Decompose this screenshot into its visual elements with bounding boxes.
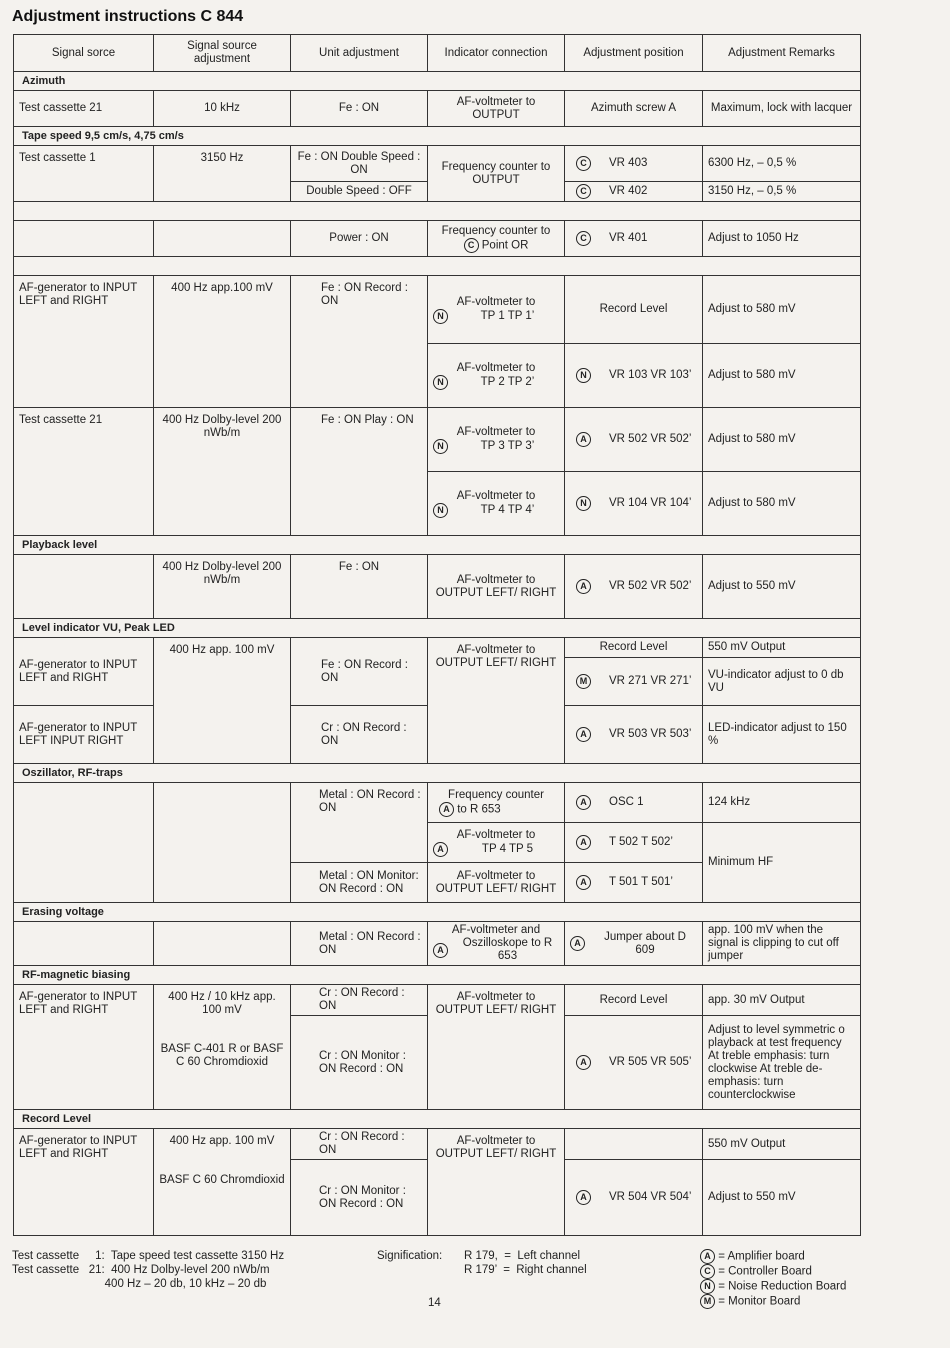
cell-position: [565, 783, 703, 823]
position-label: VR 271 VR 271’: [609, 675, 692, 687]
test-points: TP 4 TP 4’: [480, 503, 535, 516]
header-adjustment-position: Adjustment position: [565, 35, 703, 72]
spacer: [14, 202, 861, 221]
cell-remarks: Minimum HF: [703, 823, 861, 903]
cell-indicator: AF-voltmeter to OUTPUT: [428, 91, 565, 127]
amplifier-board-icon: A: [576, 1055, 591, 1070]
cell-source: [14, 221, 154, 257]
cell-indicator: AF-voltmeter to OUTPUT LEFT/ RIGHT: [428, 863, 565, 903]
test-points: TP 2 TP 2’: [480, 375, 535, 388]
position-label: T 502 T 502’: [609, 836, 673, 848]
cell-remarks: Maximum, lock with lacquer: [703, 91, 861, 127]
cell-indicator: [428, 823, 565, 863]
indicator-line: AF-voltmeter and: [451, 924, 541, 936]
cell-source-adjust: [154, 783, 291, 903]
noise-reduction-board-icon: N: [433, 503, 448, 518]
noise-reduction-board-icon: N: [576, 496, 591, 511]
cell-remarks: 6300 Hz, – 0,5 %: [703, 146, 861, 182]
cell-position: [565, 472, 703, 536]
amplifier-board-icon: A: [576, 432, 591, 447]
section-title: RF-magnetic biasing: [14, 966, 861, 985]
footer-line: 400 Hz – 20 db, 10 kHz – 20 db: [12, 1278, 267, 1290]
indicator-line: AF-voltmeter to: [456, 361, 536, 374]
legend-item: [700, 1249, 846, 1264]
cell-unit: Fe : ON Record : ON: [291, 638, 428, 706]
cell-unit: Cr : ON Record : ON: [291, 706, 428, 764]
footer-signification-label: Signification:: [377, 1250, 443, 1262]
amplifier-board-icon: A: [433, 943, 448, 958]
cell-source: AF-generator to INPUT LEFT and RIGHT: [14, 1129, 154, 1236]
legend-label: = Controller Board: [718, 1265, 812, 1278]
header-adjustment-remarks: Adjustment Remarks: [703, 35, 861, 72]
legend-item: [700, 1279, 846, 1294]
section-title: Erasing voltage: [14, 903, 861, 922]
cell-position: [565, 1129, 703, 1160]
table-row: [14, 638, 861, 658]
section-title: Tape speed 9,5 cm/s, 4,75 cm/s: [14, 127, 861, 146]
indicator-point: Oszilloskope to R 653: [462, 937, 553, 962]
table-row: [14, 985, 861, 1016]
cell-unit: Cr : ON Monitor : ON Record : ON: [291, 1016, 428, 1110]
section-title: Azimuth: [14, 72, 861, 91]
noise-reduction-board-icon: N: [576, 368, 591, 383]
indicator-line: AF-voltmeter to: [456, 295, 536, 308]
test-points: TP 3 TP 3’: [480, 439, 535, 452]
cell-remarks: LED-indicator adjust to 150 %: [703, 706, 861, 764]
legend-label: = Noise Reduction Board: [718, 1280, 847, 1293]
cell-remarks: Adjust to 550 mV: [703, 555, 861, 619]
header-unit-adjustment: Unit adjustment: [291, 35, 428, 72]
indicator-line: AF-voltmeter to: [456, 489, 536, 502]
cell-unit: Power : ON: [291, 221, 428, 257]
cell-position: [565, 922, 703, 966]
amplifier-board-icon: A: [576, 1190, 591, 1205]
controller-board-icon: C: [576, 231, 591, 246]
section-tape-speed: [14, 127, 861, 146]
adjustment-table: [13, 34, 861, 1236]
cell-position: Record Level: [565, 985, 703, 1016]
cell-position: Azimuth screw A: [565, 91, 703, 127]
table-row: [14, 1129, 861, 1160]
footer-line: Test cassette 21: 400 Hz Dolby-level 200 nWb/m: [12, 1264, 270, 1276]
cell-unit: Fe : ON Double Speed : ON: [291, 146, 428, 182]
cell-remarks: app. 30 mV Output: [703, 985, 861, 1016]
cell-source-adjust: [154, 1129, 291, 1236]
position-label: VR 502 VR 502’: [609, 433, 692, 445]
indicator-line: AF-voltmeter to: [456, 425, 536, 438]
position-label: VR 504 VR 504’: [609, 1191, 692, 1203]
header-indicator-connection: Indicator connection: [428, 35, 565, 72]
position-label: VR 104 VR 104’: [609, 497, 692, 509]
table-row: [14, 555, 861, 619]
amplifier-board-icon: A: [700, 1249, 715, 1264]
cell-source-adjust: [154, 221, 291, 257]
legend-item: [700, 1294, 846, 1309]
source-adjust-line: 400 Hz / 10 kHz app. 100 mV: [168, 991, 276, 1016]
tape-type: BASF C-401 R or BASF C 60 Chromdioxid: [160, 1043, 284, 1068]
cell-remarks: VU-indicator adjust to 0 db VU: [703, 658, 861, 706]
cell-indicator: [428, 408, 565, 472]
section-azimuth: [14, 72, 861, 91]
test-points: TP 4 TP 5: [481, 842, 534, 855]
controller-board-icon: C: [576, 156, 591, 171]
test-points: TP 1 TP 1’: [480, 309, 535, 322]
footer-signification: [464, 1249, 587, 1277]
indicator-line: Frequency counter: [448, 788, 544, 801]
cell-source-adjust: 400 Hz app.100 mV: [154, 276, 291, 408]
footer: [12, 1249, 942, 1319]
cell-unit: Double Speed : OFF: [291, 182, 428, 202]
section-playback-level: [14, 536, 861, 555]
cell-source-adjust: 400 Hz Dolby-level 200 nWb/m: [154, 555, 291, 619]
cell-position: [565, 1160, 703, 1236]
section-rf-biasing: [14, 966, 861, 985]
cell-position: [565, 863, 703, 903]
cell-source: AF-generator to INPUT LEFT and RIGHT: [14, 276, 154, 408]
cell-source: [14, 783, 154, 903]
position-label: VR 401: [609, 232, 648, 244]
footer-line: R 179’ = Right channel: [464, 1264, 587, 1276]
cell-source: AF-generator to INPUT LEFT INPUT RIGHT: [14, 706, 154, 764]
cell-source-adjust: 3150 Hz: [154, 146, 291, 202]
cell-unit: Metal : ON Monitor: ON Record : ON: [291, 863, 428, 903]
amplifier-board-icon: A: [576, 795, 591, 810]
cell-remarks: Adjust to 580 mV: [703, 276, 861, 344]
cell-position: [565, 706, 703, 764]
cell-source: Test cassette 21: [14, 91, 154, 127]
position-label: Jumper about D 609: [604, 930, 686, 956]
indicator-line: Frequency counter to: [441, 224, 551, 237]
cell-remarks: Adjust to level symmetric o playback at test frequency At treble emphasis: turn clockwise At treble de-emphasis: turn counterclockwise: [703, 1016, 861, 1110]
cell-unit: Fe : ON: [291, 91, 428, 127]
header-row: [14, 35, 861, 72]
cell-position: Record Level: [565, 276, 703, 344]
monitor-board-icon: M: [576, 674, 591, 689]
cell-indicator: Frequency counter to OUTPUT: [428, 146, 565, 202]
cell-indicator: [428, 276, 565, 344]
cell-position: [565, 146, 703, 182]
legend-item: [700, 1264, 846, 1279]
cell-source: [14, 555, 154, 619]
cell-position: [565, 408, 703, 472]
section-record-level: [14, 1110, 861, 1129]
cell-source: [14, 922, 154, 966]
tape-type: BASF C 60 Chromdioxid: [159, 1174, 285, 1186]
header-signal-source: Signal sorce: [14, 35, 154, 72]
cell-remarks: app. 100 mV when the signal is clipping to cut off jumper: [703, 922, 861, 966]
section-level-indicator: [14, 619, 861, 638]
cell-indicator: [428, 922, 565, 966]
position-label: VR 403: [609, 157, 648, 169]
source-adjust-line: 400 Hz app. 100 mV: [169, 1135, 275, 1147]
noise-reduction-board-icon: N: [433, 309, 448, 324]
section-title: Level indicator VU, Peak LED: [14, 619, 861, 638]
cell-indicator: AF-voltmeter to OUTPUT LEFT/ RIGHT: [428, 985, 565, 1110]
section-title: Record Level: [14, 1110, 861, 1129]
cell-unit: Metal : ON Record : ON: [291, 783, 428, 863]
amplifier-board-icon: A: [570, 936, 585, 951]
position-label: VR 402: [609, 185, 648, 197]
cell-unit: Cr : ON Record : ON: [291, 985, 428, 1016]
cell-source: Test cassette 21: [14, 408, 154, 536]
cell-position: [565, 823, 703, 863]
cell-remarks: Adjust to 580 mV: [703, 408, 861, 472]
amplifier-board-icon: A: [576, 835, 591, 850]
position-label: VR 502 VR 502’: [609, 580, 692, 592]
table-row: [14, 783, 861, 823]
footer-line: Test cassette 1: Tape speed test cassette 3150 Hz: [12, 1250, 285, 1262]
cell-indicator: [428, 783, 565, 823]
table-row: [14, 408, 861, 472]
cell-remarks: 550 mV Output: [703, 638, 861, 658]
cell-source: AF-generator to INPUT LEFT and RIGHT: [14, 985, 154, 1110]
controller-board-icon: C: [464, 238, 479, 253]
cell-position: [565, 555, 703, 619]
indicator-line: AF-voltmeter to: [456, 828, 536, 841]
position-label: VR 503 VR 503’: [609, 728, 692, 740]
monitor-board-icon: M: [700, 1294, 715, 1309]
cell-remarks: 3150 Hz, – 0,5 %: [703, 182, 861, 202]
cell-source-adjust: 10 kHz: [154, 91, 291, 127]
cell-position: [565, 182, 703, 202]
noise-reduction-board-icon: N: [700, 1279, 715, 1294]
indicator-point: to R 653: [457, 803, 501, 816]
position-label: OSC 1: [609, 796, 644, 808]
cell-indicator: [428, 472, 565, 536]
cell-indicator: [428, 221, 565, 257]
spacer-row: [14, 257, 861, 276]
indicator-point: Point OR: [481, 239, 529, 252]
cell-position: [565, 344, 703, 408]
cell-indicator: AF-voltmeter to OUTPUT LEFT/ RIGHT: [428, 555, 565, 619]
cell-position: [565, 658, 703, 706]
cell-remarks: 124 kHz: [703, 783, 861, 823]
cell-remarks: 550 mV Output: [703, 1129, 861, 1160]
table-row: [14, 276, 861, 344]
cell-unit: Fe : ON Play : ON: [291, 408, 428, 536]
cell-remarks: Adjust to 580 mV: [703, 472, 861, 536]
cell-source: Test cassette 1: [14, 146, 154, 202]
noise-reduction-board-icon: N: [433, 375, 448, 390]
cell-remarks: Adjust to 1050 Hz: [703, 221, 861, 257]
spacer-row: [14, 202, 861, 221]
noise-reduction-board-icon: N: [433, 439, 448, 454]
controller-board-icon: C: [700, 1264, 715, 1279]
section-title: Oszillator, RF-traps: [14, 764, 861, 783]
cell-position: [565, 221, 703, 257]
cell-source-adjust: 400 Hz Dolby-level 200 nWb/m: [154, 408, 291, 536]
cell-indicator: AF-voltmeter to OUTPUT LEFT/ RIGHT: [428, 638, 565, 764]
table-row: [14, 146, 861, 182]
table-row: [14, 221, 861, 257]
position-label: VR 505 VR 505’: [609, 1056, 692, 1068]
cell-unit: Cr : ON Monitor : ON Record : ON: [291, 1160, 428, 1236]
cell-source-adjust: [154, 922, 291, 966]
cell-indicator: AF-voltmeter to OUTPUT LEFT/ RIGHT: [428, 1129, 565, 1236]
position-label: VR 103 VR 103’: [609, 369, 692, 381]
legend-label: = Monitor Board: [718, 1295, 801, 1308]
cell-source-adjust: [154, 985, 291, 1110]
footer-line: R 179, = Left channel: [464, 1250, 581, 1262]
cell-unit: Metal : ON Record : ON: [291, 922, 428, 966]
cell-unit: Fe : ON Record : ON: [291, 276, 428, 408]
cell-position: Record Level: [565, 638, 703, 658]
cell-unit: Cr : ON Record : ON: [291, 1129, 428, 1160]
section-erasing-voltage: [14, 903, 861, 922]
cell-unit: Fe : ON: [291, 555, 428, 619]
position-label: T 501 T 501’: [609, 876, 673, 888]
cell-remarks: Adjust to 550 mV: [703, 1160, 861, 1236]
table-row: [14, 922, 861, 966]
page-title: Adjustment instructions C 844: [12, 8, 244, 25]
amplifier-board-icon: A: [433, 842, 448, 857]
amplifier-board-icon: A: [576, 579, 591, 594]
section-title: Playback level: [14, 536, 861, 555]
page-number: 14: [428, 1297, 441, 1309]
amplifier-board-icon: A: [576, 727, 591, 742]
footer-legend: [700, 1249, 846, 1309]
footer-test-cassettes: [12, 1249, 284, 1291]
table-row: [14, 91, 861, 127]
legend-label: = Amplifier board: [718, 1250, 805, 1263]
cell-source-adjust: 400 Hz app. 100 mV: [154, 638, 291, 764]
cell-source: AF-generator to INPUT LEFT and RIGHT: [14, 638, 154, 706]
cell-position: [565, 1016, 703, 1110]
amplifier-board-icon: A: [439, 802, 454, 817]
controller-board-icon: C: [576, 184, 591, 199]
section-oscillator: [14, 764, 861, 783]
spacer: [14, 257, 861, 276]
cell-remarks: Adjust to 580 mV: [703, 344, 861, 408]
amplifier-board-icon: A: [576, 875, 591, 890]
cell-indicator: [428, 344, 565, 408]
header-source-adjustment: Signal source adjustment: [154, 35, 291, 72]
